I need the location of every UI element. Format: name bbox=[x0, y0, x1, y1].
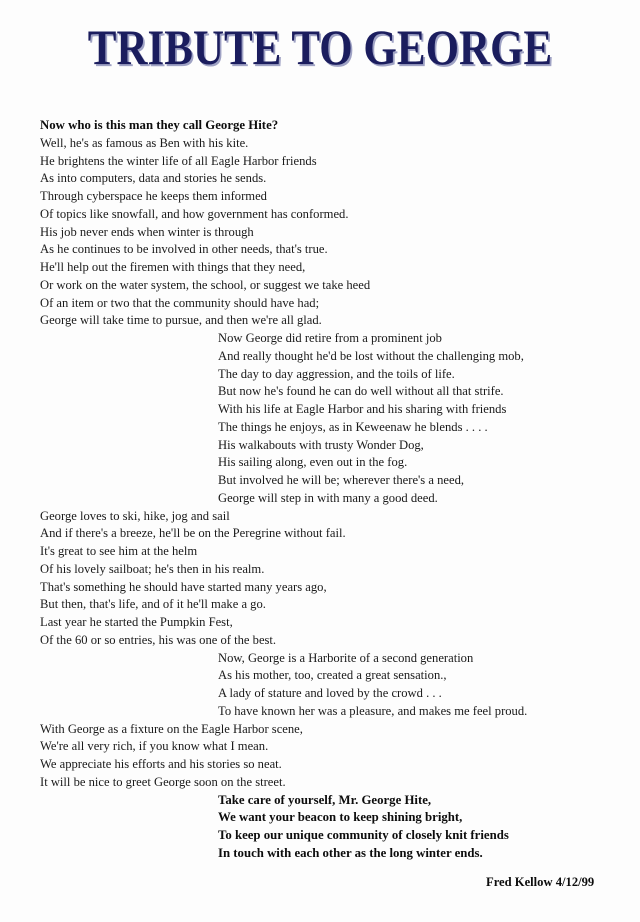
poem-line: It will be nice to greet George soon on the street. bbox=[40, 774, 286, 789]
poem-line: As his mother, too, created a great sensation., bbox=[218, 668, 447, 683]
poem-line: His walkabouts with trusty Wonder Dog, bbox=[218, 437, 424, 452]
poem-line: We appreciate his efforts and his stories so neat. bbox=[40, 757, 282, 771]
poem-line: With George as a fixture on the Eagle Harbor scene, bbox=[40, 721, 303, 736]
signature: Fred Kellow 4/12/99 bbox=[486, 875, 595, 889]
poem-line: He brightens the winter life of all Eagle Harbor friends bbox=[40, 153, 317, 168]
poem-line: But now he's found he can do well without all that strife. bbox=[218, 384, 504, 399]
poem-line: And if there's a breeze, he'll be on the Peregrine without fail. bbox=[40, 526, 346, 541]
poem-line: And really thought he'd be lost without the challenging mob, bbox=[218, 348, 524, 363]
poem-line: The day to day aggression, and the toils of life. bbox=[218, 366, 455, 381]
poem-line: Of the 60 or so entries, his was one of the best. bbox=[40, 632, 277, 647]
poem-line: As he continues to be involved in other needs, that's true. bbox=[40, 242, 328, 257]
poem-line: To keep our unique community of closely knit friends bbox=[218, 828, 509, 842]
poem-line: Of topics like snowfall, and how government has conformed. bbox=[40, 206, 349, 221]
poem-line: In touch with each other as the long winter ends. bbox=[218, 845, 483, 860]
poem-line: He'll help out the firemen with things that they need, bbox=[40, 260, 306, 274]
poem-line: His sailing along, even out in the fog. bbox=[218, 455, 408, 470]
poem-line: As into computers, data and stories he sends. bbox=[40, 171, 267, 186]
poem-line: Through cyberspace he keeps them informed bbox=[40, 189, 267, 203]
poem-line: But involved he will be; wherever there's a need, bbox=[218, 473, 465, 487]
poem-line: Now George did retire from a prominent job bbox=[218, 331, 442, 345]
page-title: TRIBUTE TO GEORGE bbox=[87, 19, 553, 75]
poem-line: Well, he's as famous as Ben with his kite. bbox=[40, 135, 249, 150]
poem-line: George will take time to pursue, and then we're all glad. bbox=[40, 313, 322, 328]
poem-line: We're all very rich, if you know what I mean. bbox=[40, 739, 269, 754]
poem-line: Of his lovely sailboat; he's then in his realm. bbox=[40, 561, 265, 576]
poem-line: Now, George is a Harborite of a second generation bbox=[218, 650, 474, 665]
poem-line: His job never ends when winter is through bbox=[40, 224, 254, 239]
poem-line: It's great to see him at the helm bbox=[40, 544, 198, 558]
poem-line: We want your beacon to keep shining bright, bbox=[218, 810, 463, 825]
poem-line: With his life at Eagle Harbor and his sharing with friends bbox=[218, 402, 507, 416]
poem-line: To have known her was a pleasure, and makes me feel proud. bbox=[218, 703, 528, 718]
poem-line: George loves to ski, hike, jog and sail bbox=[40, 508, 230, 523]
poem-line: Last year he started the Pumpkin Fest, bbox=[40, 615, 233, 629]
poem-line: But then, that's life, and of it he'll make a go. bbox=[40, 597, 266, 612]
poem-line: Of an item or two that the community should have had; bbox=[40, 295, 320, 310]
poem-line: Take care of yourself, Mr. George Hite, bbox=[218, 792, 432, 807]
poem-line: Now who is this man they call George Hite? bbox=[40, 118, 279, 132]
poem-line: The things he enjoys, as in Keweenaw he blends . . . . bbox=[218, 419, 488, 434]
poem-line: Or work on the water system, the school, or suggest we take heed bbox=[40, 277, 371, 292]
poem-line: A lady of stature and loved by the crowd . . . bbox=[218, 686, 442, 700]
poem-line: George will step in with many a good deed. bbox=[218, 490, 438, 505]
poem-line: That's something he should have started many years ago, bbox=[40, 579, 327, 594]
